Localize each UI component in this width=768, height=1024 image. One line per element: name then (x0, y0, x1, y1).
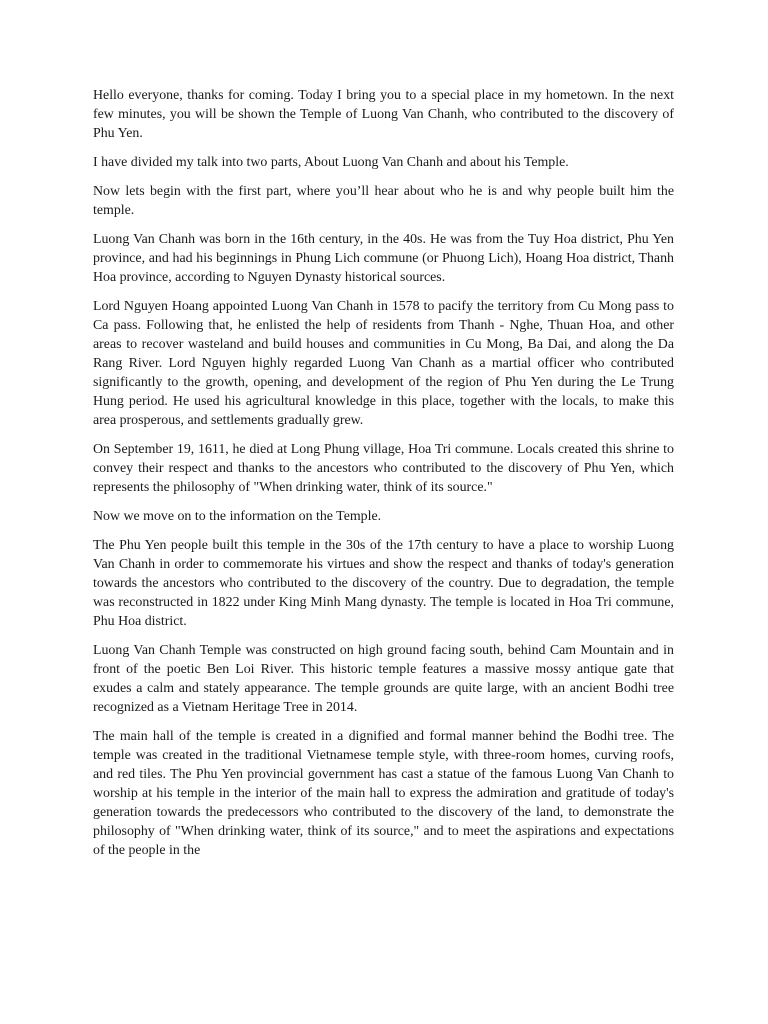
paragraph-temple-location: Luong Van Chanh Temple was constructed on high ground facing south, behind Cam Mountain and in front of the poetic Ben Loi River. This historic temple features a massive mossy antique gate that exudes a calm and stately appearance. The temple grounds are quite large, with an ancient Bodhi tree recognized as a Vietnam Heritage Tree in 2014. (93, 643, 674, 715)
paragraph-temple-history: The Phu Yen people built this temple in the 30s of the 17th century to have a place to worship Luong Van Chanh in order to commemorate his virtues and show the respect and thanks of today's generation towards the ancestors who contributed to the discovery of the country. Due to degradation, the temple was reconstructed in 1822 under King Minh Mang dynasty. The temple is located in Hoa Tri commune, Phu Hoa district. (93, 538, 674, 629)
paragraph-part-one-transition: Now lets begin with the first part, where you’ll hear about who he is and why people built him the temple. (93, 184, 674, 218)
paragraph-appointment: Lord Nguyen Hoang appointed Luong Van Chanh in 1578 to pacify the territory from Cu Mong pass to Ca pass. Following that, he enlisted the help of residents from Thanh - Nghe, Thuan Hoa, and other areas to recover wasteland and build houses and communities in Cu Mong, Ba Dai, and along the Da Rang River. Lord Nguyen highly regarded Luong Van Chanh as a martial officer who contributed significantly to the growth, opening, and development of the region of Phu Yen during the Le Trung Hung period. He used his agricultural knowledge in this place, together with the locals, to make this area prosperous, and settlements gradually grew. (93, 299, 674, 428)
document-body (93, 86, 674, 870)
paragraph-outline: I have divided my talk into two parts, About Luong Van Chanh and about his Temple. (93, 155, 569, 170)
paragraph-part-two-transition: Now we move on to the information on the Temple. (93, 509, 382, 524)
paragraph-death-shrine: On September 19, 1611, he died at Long Phung village, Hoa Tri commune. Locals created this shrine to convey their respect and thanks to the ancestors who contributed to the discovery of Phu Yen, which represents the philosophy of "When drinking water, think of its source." (93, 442, 674, 495)
paragraph-birth: Luong Van Chanh was born in the 16th century, in the 40s. He was from the Tuy Hoa district, Phu Yen province, and had his beginnings in Phung Lich commune (or Phuong Lich), Hoang Hoa district, Thanh Hoa province, according to Nguyen Dynasty historical sources. (93, 232, 674, 285)
paragraph-intro: Hello everyone, thanks for coming. Today I bring you to a special place in my hometown. In the next few minutes, you will be shown the Temple of Luong Van Chanh, who contributed to the discovery of Phu Yen. (93, 88, 674, 141)
paragraph-main-hall: The main hall of the temple is created in a dignified and formal manner behind the Bodhi tree. The temple was created in the traditional Vietnamese temple style, with three-room homes, curving roofs, and red tiles. The Phu Yen provincial government has cast a statue of the famous Luong Van Chanh to worship at his temple in the interior of the main hall to express the admiration and gratitude of today's generation towards the predecessors who contributed to the discovery of the land, to demonstrate the philosophy of "When drinking water, think of its source," and to meet the aspirations and expectations of the people in the (93, 729, 674, 858)
